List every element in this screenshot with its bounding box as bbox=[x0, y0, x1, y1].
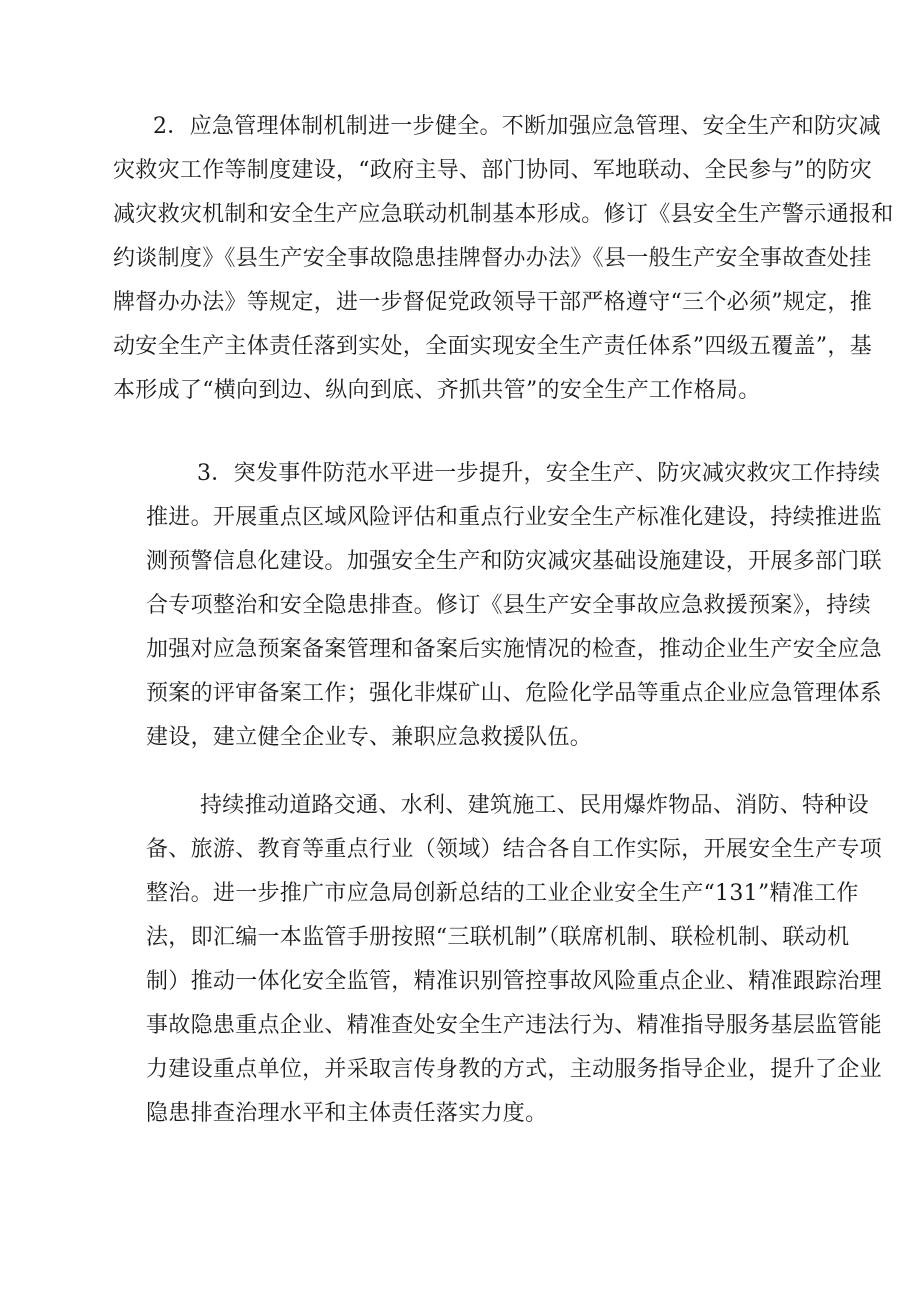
paragraph-line: 预案的评审备案工作；强化非煤矿山、危险化学品等重点企业应急管理体系 bbox=[146, 681, 882, 706]
paragraph-line: 2．应急管理体制机制进一步健全。不断加强应急管理、安全生产和防灾减 bbox=[153, 114, 881, 139]
paragraph-line: 持续推动道路交通、水利、建筑施工、民用爆炸物品、消防、特种设 bbox=[200, 793, 870, 818]
paragraph-line: 约谈制度》《县生产安全事故隐患挂牌督办办法》《县一般生产安全事故查处挂 bbox=[113, 246, 872, 271]
paragraph-line: 事故隐患重点企业、精准查处安全生产违法行为、精准指导服务基层监管能 bbox=[146, 1013, 882, 1038]
paragraph-special-rectification bbox=[146, 784, 882, 1136]
paragraph-line: 动安全生产主体责任落到实处，全面实现安全生产责任体系”四级五覆盖”，基 bbox=[113, 334, 872, 359]
paragraph-line: 备、旅游、教育等重点行业（领域）结合各自工作实际，开展安全生产专项 bbox=[146, 837, 882, 862]
paragraph-emergency-management-system bbox=[113, 105, 894, 413]
paragraph-line: 3．突发事件防范水平进一步提升，安全生产、防灾减灾救灾工作持续 bbox=[197, 461, 881, 486]
paragraph-line: 加强对应急预案备案管理和备案后实施情况的检查，推动企业生产安全应急 bbox=[146, 637, 882, 662]
paragraph-line: 法，即汇编一本监管手册按照“三联机制”（联席机制、联检机制、联动机 bbox=[146, 925, 850, 950]
paragraph-line: 制）推动一体化安全监管，精准识别管控事故风险重点企业、精准跟踪治理 bbox=[146, 969, 882, 994]
paragraph-line: 建设，建立健全企业专、兼职应急救援队伍。 bbox=[146, 725, 593, 750]
paragraph-line: 减灾救灾机制和安全生产应急联动机制基本形成。修订《县安全生产警示通报和 bbox=[113, 202, 894, 227]
paragraph-line: 牌督办办法》等规定，进一步督促党政领导干部严格遵守“三个必须”规定，推 bbox=[113, 290, 872, 315]
paragraph-line: 本形成了“横向到边、纵向到底、齐抓共管”的安全生产工作格局。 bbox=[113, 378, 761, 403]
paragraph-line: 整治。进一步推广市应急局创新总结的工业企业安全生产“131”精准工作 bbox=[146, 881, 859, 906]
paragraph-line: 推进。开展重点区域风险评估和重点行业安全生产标准化建设，持续推进监 bbox=[146, 505, 882, 530]
paragraph-line: 灾救灾工作等制度建设，“政府主导、部门协同、军地联动、全民参与”的防灾 bbox=[113, 158, 872, 183]
paragraph-line: 测预警信息化建设。加强安全生产和防灾减灾基础设施建设，开展多部门联 bbox=[146, 549, 882, 574]
paragraph-emergency-prevention bbox=[146, 452, 882, 760]
paragraph-line: 力建设重点单位，并采取言传身教的方式，主动服务指导企业，提升了企业 bbox=[146, 1057, 882, 1082]
paragraph-line: 合专项整治和安全隐患排查。修订《县生产安全事故应急救援预案》，持续 bbox=[146, 593, 871, 618]
paragraph-line: 隐患排查治理水平和主体责任落实力度。 bbox=[146, 1101, 548, 1126]
